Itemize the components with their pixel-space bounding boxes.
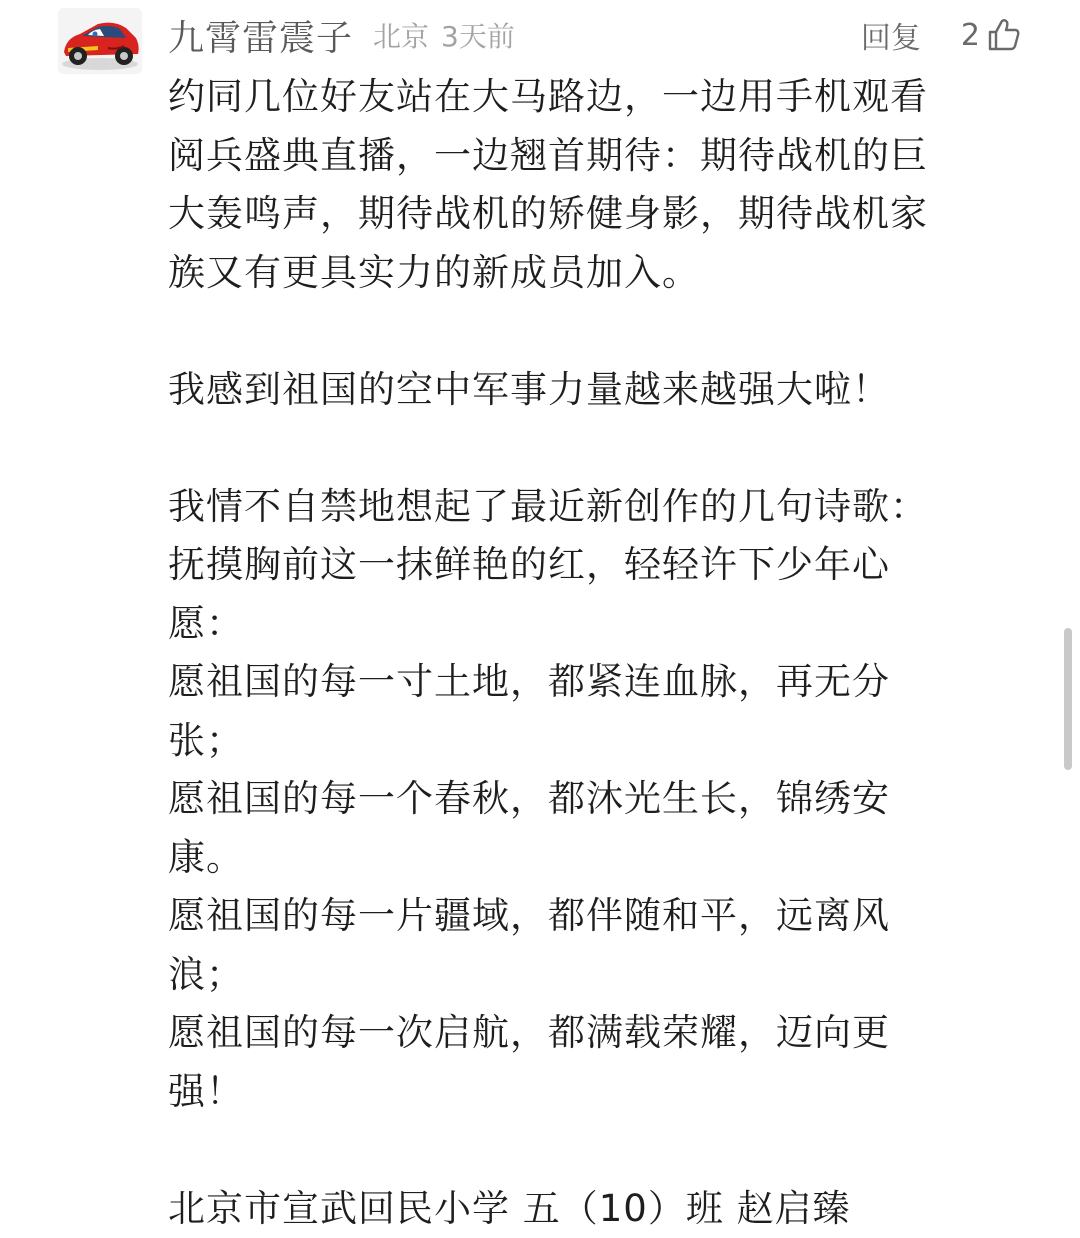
- comment-body: [168, 68, 1018, 1238]
- comment-line: 康。: [168, 835, 244, 879]
- scrollbar-thumb[interactable]: [1064, 628, 1072, 770]
- blank-line: [168, 1121, 1018, 1180]
- comment-line: 抚摸胸前这一抹鲜艳的红，轻轻许下少年心: [168, 543, 890, 586]
- timestamp: 3天前: [441, 20, 515, 53]
- comment-line: 愿祖国的每一寸土地，都紧连血脉，再无分: [168, 660, 890, 703]
- comment-line: 我情不自禁地想起了最近新创作的几句诗歌：: [168, 484, 928, 528]
- comment-line: 愿祖国的每一次启航，都满载荣耀，迈向更: [168, 1011, 890, 1054]
- comment-line: 愿祖国的每一个春秋，都沐光生长，锦绣安: [168, 777, 890, 820]
- blank-line: [168, 302, 1018, 361]
- avatar[interactable]: [58, 8, 142, 74]
- comment-line: 阅兵盛典直播，一边翘首期待：期待战机的巨: [168, 133, 928, 177]
- comment-line: 浪；: [168, 952, 244, 996]
- author-signature: 北京市宣武回民小学 五（10）班 赵启臻: [168, 1186, 851, 1230]
- username[interactable]: 九霄雷震子: [168, 17, 354, 59]
- race-car-icon: [58, 8, 142, 74]
- reply-button[interactable]: 回复: [860, 21, 921, 56]
- comment-line: 大轰鸣声，期待战机的矫健身影，期待战机家: [168, 192, 928, 235]
- comment-line: 强！: [168, 1069, 244, 1113]
- comment-line: 张；: [168, 718, 244, 762]
- location: 北京: [373, 20, 430, 53]
- comment-actions: [861, 10, 1022, 60]
- blank-line: [168, 419, 1018, 478]
- comment-line: 约同几位好友站在大马路边，一边用手机观看: [168, 75, 928, 118]
- comment-line: 族又有更具实力的新成员加入。: [168, 250, 700, 294]
- comment-line: 愿：: [168, 601, 244, 645]
- comment-header: [168, 8, 515, 62]
- like-count: 2: [960, 17, 980, 53]
- comment-line: 愿祖国的每一片疆域，都伴随和平，远离风: [168, 894, 890, 937]
- thumbs-up-icon[interactable]: [986, 17, 1022, 53]
- comment-line: 我感到祖国的空中军事力量越来越强大啦！: [168, 367, 890, 411]
- comment-meta: [373, 15, 515, 55]
